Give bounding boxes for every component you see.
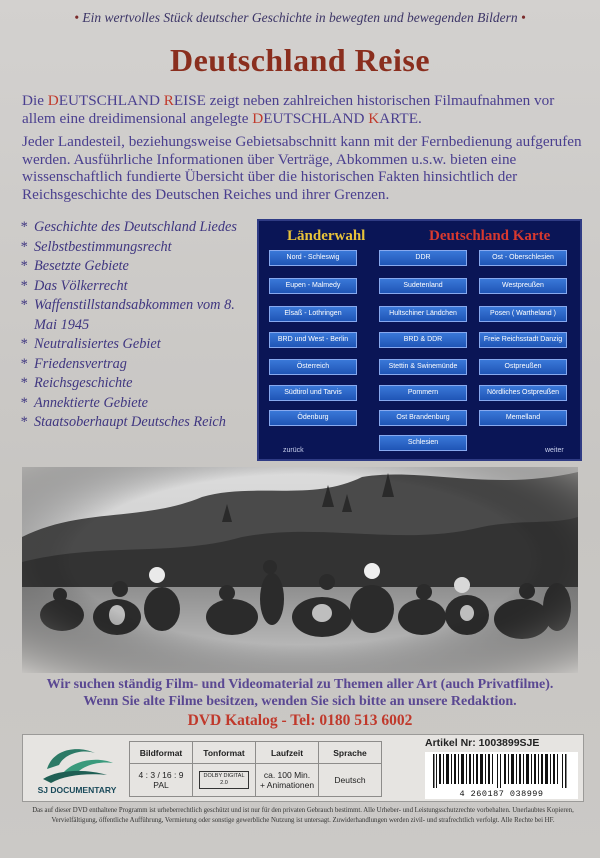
menu-button[interactable]: Österreich bbox=[269, 359, 357, 375]
tagline bbox=[0, 10, 600, 26]
topic-item: * Besetzte Gebiete bbox=[20, 257, 260, 277]
spec-header-laufzeit: Laufzeit bbox=[256, 742, 319, 764]
spec-header-tonformat: Tonformat bbox=[193, 742, 256, 764]
topic-item: * Friedensvertrag bbox=[20, 355, 260, 375]
menu-heading-karte: Deutschland Karte bbox=[429, 228, 551, 244]
menu-button[interactable]: Ost Brandenburg bbox=[379, 410, 467, 426]
menu-button[interactable]: Südtirol und Tarvis bbox=[269, 385, 357, 401]
historic-photo bbox=[22, 467, 578, 673]
intro-text-run: ARTE. bbox=[379, 109, 422, 127]
intro-paragraph-2: Jeder Landesteil, beziehungsweise Gebietsabschnitt kann mit der Fernbedienung aufgerufen werden. Ausführliche Informationen über Verträge, Abkommen u.s.w. bieten eine wissenschaftlich fundierte Übersicht über die historischen Fakten hinsichtlich der Reichsgeschichte des Deutschen Reiches und ihrer Grenzen. bbox=[22, 133, 582, 203]
intro-text-run: Die bbox=[22, 92, 48, 109]
intro-text-run: EUTSCHLAND bbox=[263, 109, 369, 127]
sj-documentary-logo bbox=[29, 739, 125, 799]
spec-laufzeit-line1: ca. 100 Min. bbox=[263, 770, 311, 780]
spec-bildformat: 4 : 3 / 16 : 9 PAL bbox=[130, 764, 193, 797]
topic-item: * Selbstbestimmungsrecht bbox=[20, 238, 260, 258]
menu-button[interactable]: Nord - Schleswig bbox=[269, 250, 357, 266]
dvd-menu-screenshot bbox=[257, 219, 582, 461]
intro-text-run: EISE zeigt neben zahlreichen historischen Filmaufnahmen vor allem eine dreidimensional angelegte bbox=[22, 92, 555, 127]
intro-paragraph-1 bbox=[22, 92, 587, 127]
intro-initial: R bbox=[163, 92, 174, 109]
barcode-number: 4 260187 038999 bbox=[459, 789, 544, 799]
dolby-digital-icon: DOLBY DIGITAL 2.0 bbox=[199, 771, 249, 789]
menu-next-link[interactable]: weiter bbox=[545, 447, 564, 454]
notice-line-2: Wenn Sie alte Filme besitzen, wenden Sie sich bitte an unsere Redaktion. bbox=[83, 694, 517, 709]
menu-button[interactable]: Pommern bbox=[379, 385, 467, 401]
intro-initial: K bbox=[368, 109, 380, 127]
spec-laufzeit-line2: + Animationen bbox=[259, 780, 315, 790]
menu-button[interactable]: Hultschiner Ländchen bbox=[379, 306, 467, 322]
menu-button[interactable]: Schlesien bbox=[379, 435, 467, 451]
tagline-text: Ein wertvolles Stück deutscher Geschichte in bewegten und bewegenden Bildern bbox=[82, 10, 518, 25]
topic-item: * Geschichte des Deutschland Liedes bbox=[20, 218, 260, 238]
topic-item: * Reichsgeschichte bbox=[20, 374, 260, 394]
menu-heading-laenderwahl: Länderwahl bbox=[287, 228, 366, 244]
historic-photo-image bbox=[22, 467, 578, 673]
barcode bbox=[425, 752, 578, 799]
intro-text bbox=[22, 92, 587, 209]
sj-logo-icon bbox=[29, 739, 125, 785]
menu-button[interactable]: Elsaß - Lothringen bbox=[269, 306, 357, 322]
notice-line-1: Wir suchen ständig Film- und Videomaterial zu Themen aller Art (auch Privatfilme). bbox=[46, 677, 554, 692]
menu-button[interactable]: Nördliches Ostpreußen bbox=[479, 385, 567, 401]
topic-item: * Neutralisiertes Gebiet bbox=[20, 335, 260, 355]
menu-button[interactable]: Freie Reichsstadt Danzig bbox=[479, 332, 567, 348]
spec-header-sprache: Sprache bbox=[319, 742, 382, 764]
topic-item: * Das Völkerrecht bbox=[20, 277, 260, 297]
barcode-icon bbox=[425, 752, 578, 788]
tagline-bullet-right: • bbox=[521, 10, 526, 25]
tagline-bullet-left: • bbox=[74, 10, 79, 25]
spec-sprache: Deutsch bbox=[319, 764, 382, 797]
topic-list bbox=[20, 218, 260, 433]
notice-text bbox=[0, 676, 600, 710]
spec-header-bildformat: Bildformat bbox=[130, 742, 193, 764]
menu-button[interactable]: Ost - Oberschlesien bbox=[479, 250, 567, 266]
topic-item: * Annektierte Gebiete bbox=[20, 394, 260, 414]
menu-button[interactable]: Sudetenland bbox=[379, 278, 467, 294]
intro-initial: D bbox=[47, 92, 59, 109]
menu-button[interactable]: Ostpreußen bbox=[479, 359, 567, 375]
intro-text-run: EUTSCHLAND bbox=[58, 92, 164, 109]
menu-button[interactable]: Posen ( Wartheland ) bbox=[479, 306, 567, 322]
spec-tonformat bbox=[193, 764, 256, 797]
logo-label: SJ DOCUMENTARY bbox=[37, 785, 117, 795]
page-title: Deutschland Reise bbox=[169, 42, 431, 78]
catalog-phone: DVD Katalog - Tel: 0180 513 6002 bbox=[187, 712, 413, 729]
spec-table bbox=[129, 741, 382, 797]
intro-initial: D bbox=[252, 109, 264, 127]
menu-back-link[interactable]: zurück bbox=[283, 447, 304, 454]
menu-button[interactable]: Ödenburg bbox=[269, 410, 357, 426]
menu-button[interactable]: Memelland bbox=[479, 410, 567, 426]
spec-laufzeit bbox=[256, 764, 319, 797]
legal-notice: Das auf dieser DVD enthaltene Programm ist urheberrechtlich geschützt und ist nur für den privaten Gebrauch bestimmt. Alle Urheber- und Leistungsschutzrechte vorbehalten. Unerlaubtes Kopieren, Vervielfältigung, öffentliche Aufführung, Vermietung oder sonstige gewerbliche Nutzung ist untersagt. Zuwiderhandlungen werden zivil- und strafrechtlich verfolgt. Alle Rechte bei HF. bbox=[32, 807, 574, 824]
menu-button[interactable]: Eupen - Malmedy bbox=[269, 278, 357, 294]
menu-button[interactable]: Stettin & Swinemünde bbox=[379, 359, 467, 375]
menu-button[interactable]: DDR bbox=[379, 250, 467, 266]
topic-item: * Staatsoberhaupt Deutsches Reich bbox=[20, 413, 260, 433]
article-number: Artikel Nr: 1003899SJE bbox=[425, 737, 540, 749]
menu-button[interactable]: Westpreußen bbox=[479, 278, 567, 294]
topic-item: * Waffenstillstandsabkommen vom 8. Mai 1945 bbox=[20, 296, 260, 335]
menu-button[interactable]: BRD & DDR bbox=[379, 332, 467, 348]
menu-button[interactable]: BRD und West - Berlin bbox=[269, 332, 357, 348]
